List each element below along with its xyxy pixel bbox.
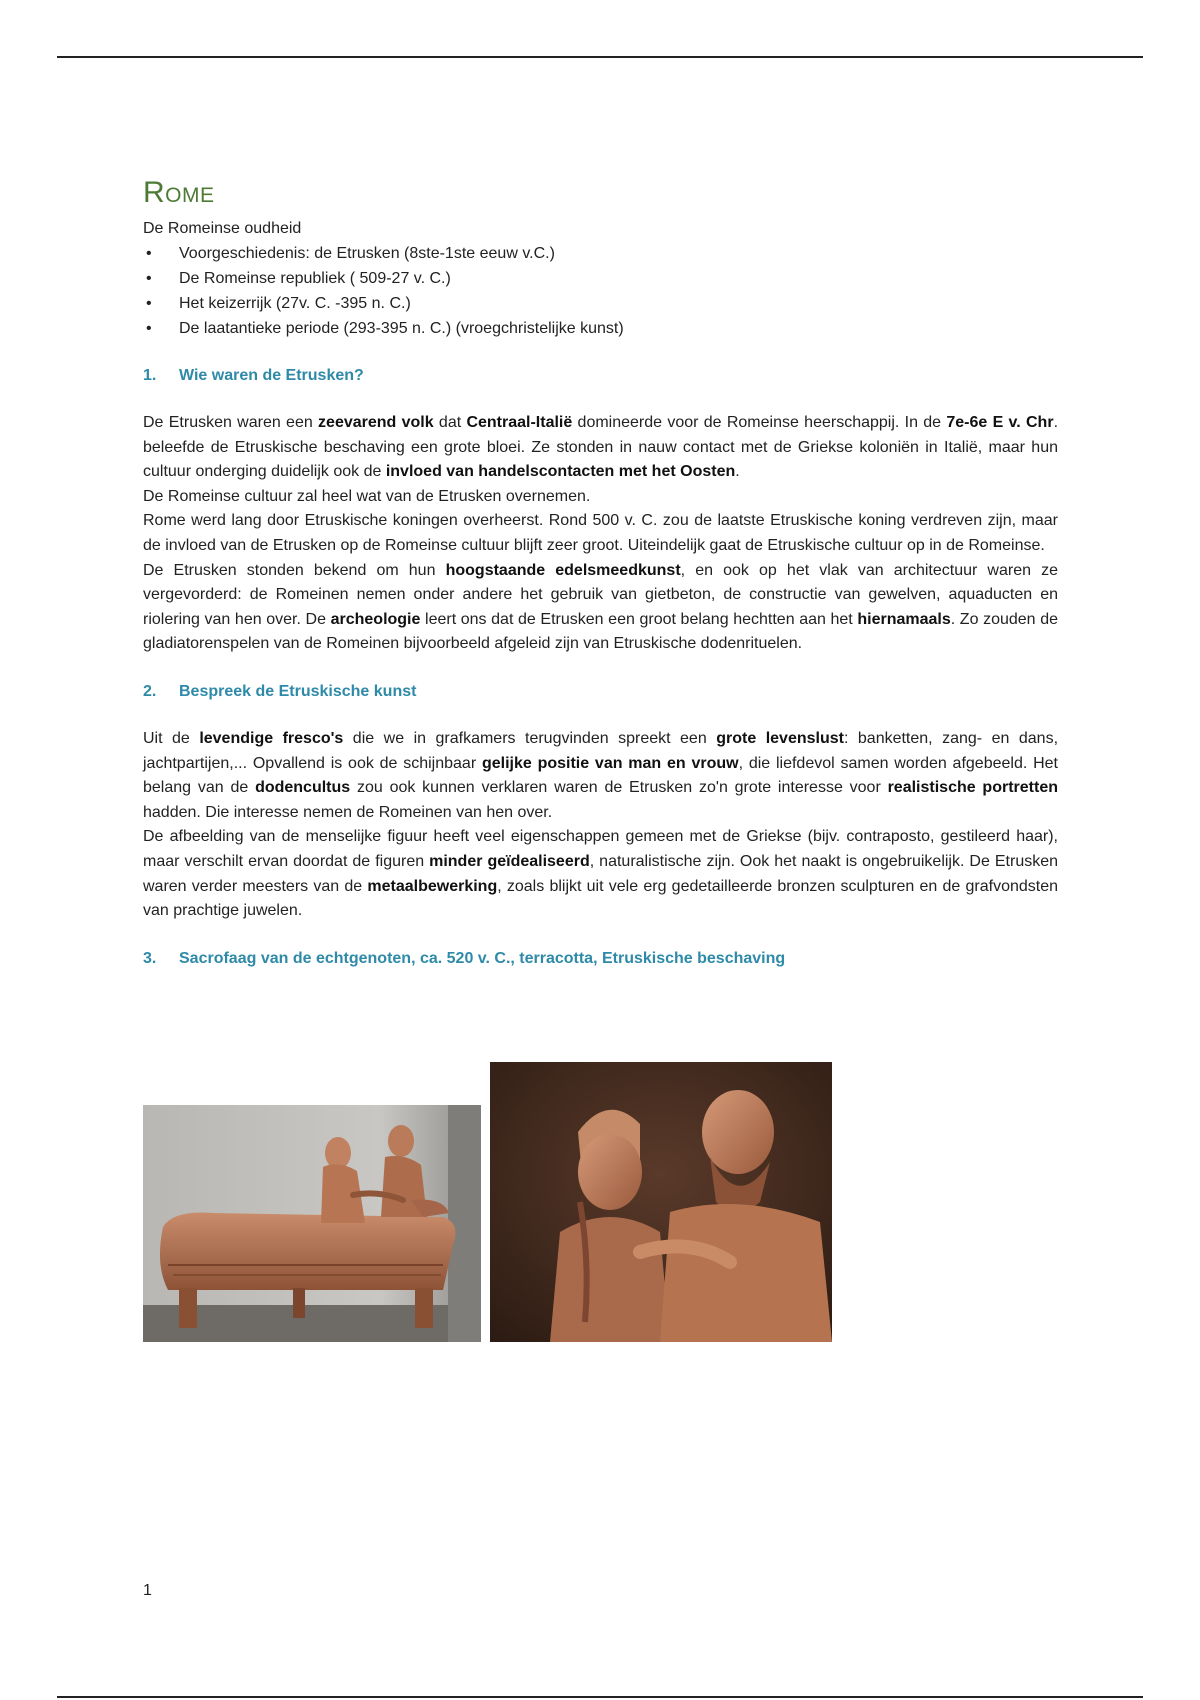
bold-text: metaalbewerking: [367, 877, 498, 895]
closeup-illustration: [490, 1062, 832, 1342]
section-number: 1.: [143, 367, 157, 384]
paragraph-edelsmeedkunst: [143, 559, 1058, 657]
text: , naturalistische zijn. Ook het naakt is ongebruikelijk. De Etrusken waren verder meesters van de: [143, 852, 1059, 895]
paragraph-romeinse-cultuur: De Romeinse cultuur zal heel wat van de Etrusken overnemen.: [143, 487, 591, 505]
bold-text: invloed van handelscontacten met het Oosten: [385, 463, 736, 481]
section-number: 3.: [143, 949, 157, 967]
bold-text: levendige fresco's: [199, 729, 344, 747]
bold-text: archeologie: [330, 610, 421, 628]
bold-text: 7e-6e E v. Chr: [946, 414, 1054, 431]
bold-text: Centraal-Italië: [466, 414, 573, 431]
section-heading-1: [143, 367, 1058, 385]
page-title: Rome: [143, 176, 215, 209]
sarcophagus-photo-closeup: [490, 1062, 832, 1342]
paragraph-koningen: Rome werd lang door Etruskische koningen overheerst. Rond 500 v. C. zou de laatste Etruskische koning verdreven zijn, maar de invloed van de Etrusken op de Romeinse cultuur blijft zeer groot. Uiteindelijk gaat de Etruskische cultuur op in de Romeinse.: [143, 512, 1058, 554]
document-body: [143, 176, 1058, 968]
text: Uit de: [143, 729, 200, 747]
text: dat: [433, 414, 467, 431]
period-list: [143, 241, 1058, 341]
bold-text: gelijke positie van man en vrouw: [481, 754, 739, 772]
paragraph-etrusken: [143, 411, 1058, 485]
bold-text: dodencultus: [255, 779, 351, 797]
text: De afbeelding van de menselijke figuur heeft veel eigenschappen gemeen met de Griekse (bijv. contraposto, gestileerd haar), maar verschilt ervan doordat de figuren: [143, 828, 1058, 870]
text: , zoals blijkt uit vele erg gedetailleerde bronzen sculpturen en de grafvondsten van prachtige juwelen.: [143, 877, 1059, 920]
text: domineerde voor de Romeinse heerschappij. In de: [572, 414, 947, 431]
list-item: • Voorgeschiedenis: de Etrusken (8ste-1ste eeuw v.C.): [143, 241, 1058, 266]
text: .: [735, 463, 740, 481]
bold-text: minder geïdealiseerd: [429, 852, 590, 870]
section-heading-3: [143, 950, 1058, 968]
text: leert ons dat de Etrusken een groot belang hechtten aan het: [420, 610, 858, 628]
text: De Etrusken waren een: [143, 414, 319, 431]
paragraph-fresco: [143, 727, 1058, 825]
section-title: Bespreek de Etruskische kunst: [179, 682, 417, 700]
bold-text: grote levenslust: [716, 729, 844, 747]
section-title: Sacrofaag van de echtgenoten, ca. 520 v. C., terracotta, Etruskische beschaving: [179, 949, 786, 967]
text: , die liefdevol samen worden afgebeeld. Het belang van de: [143, 754, 1058, 797]
bold-text: hiernamaals: [857, 610, 951, 628]
paragraph-menselijke-figuur: [143, 825, 1058, 923]
text: De Etrusken stonden bekend om hun: [143, 561, 446, 579]
top-rule: [57, 56, 1143, 58]
sarcophagus-photo-full: [143, 1105, 481, 1342]
bold-text: zeevarend volk: [318, 414, 434, 431]
list-item: • De Romeinse republiek ( 509-27 v. C.): [143, 266, 1058, 291]
list-item: • Het keizerrijk (27v. C. -395 n. C.): [143, 291, 1058, 316]
text: , en ook op het vlak van architectuur waren ze vergevorderd: de Romeinen nemen onder andere het gebruik van gietbeton, de constructie van gewelven, aquaducten en riolering van hen over. De: [143, 561, 1059, 628]
text: hadden. Die interesse nemen de Romeinen van hen over.: [143, 803, 553, 821]
bold-text: hoogstaande edelsmeedkunst: [445, 561, 681, 579]
text: die we in grafkamers terugvinden spreekt een: [343, 729, 717, 747]
section-heading-2: [143, 683, 1058, 701]
text: . Zo zouden de gladiatorenspelen van de Romeinen bijvoorbeeld afgeleid zijn van Etruskische dodenrituelen.: [143, 610, 1058, 653]
page-number: 1: [143, 1582, 152, 1599]
intro-line: De Romeinse oudheid: [143, 220, 302, 237]
section-title: Wie waren de Etrusken?: [179, 367, 364, 384]
text: . beleefde de Etruskische beschaving een grote bloei. Ze stonden in nauw contact met de Griekse koloniën in Italië, maar hun cultuur onderging duidelijk ook de: [143, 414, 1059, 481]
text: : banketten, zang- en dans, jachtpartijen,... Opvallend is ook de schijnbaar: [143, 729, 1059, 772]
bottom-rule: [57, 1696, 1143, 1698]
section-number: 2.: [143, 682, 157, 700]
text: zou ook kunnen verklaren waren de Etrusken zo'n grote interesse voor: [350, 779, 888, 797]
bold-text: realistische portretten: [887, 779, 1058, 797]
sarcophagus-illustration: [143, 1105, 481, 1342]
list-item: • De laatantieke periode (293-395 n. C.) (vroegchristelijke kunst): [143, 316, 1058, 341]
